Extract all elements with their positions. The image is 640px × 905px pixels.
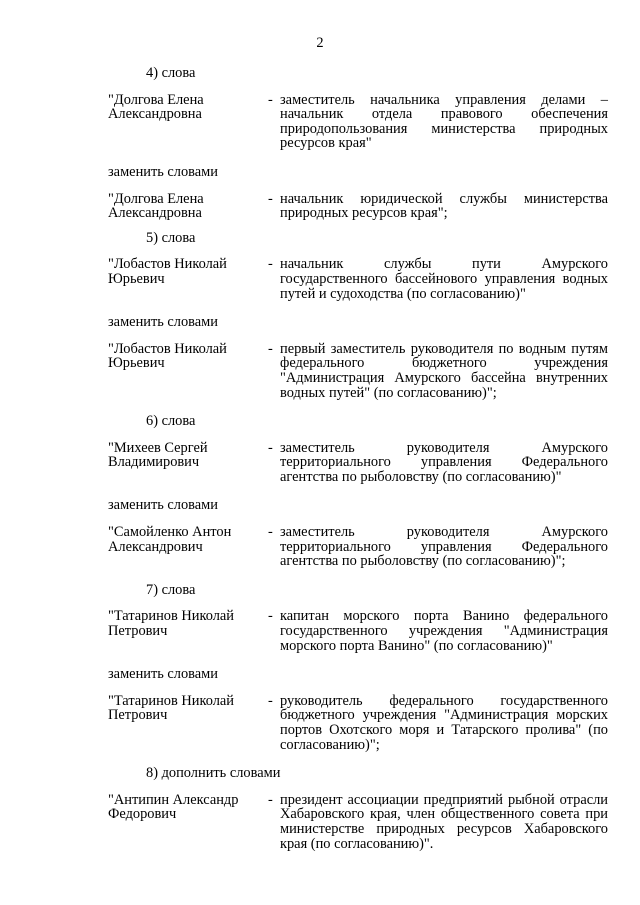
position-text: заместитель руководителя Амурского территориального управления Федерального агентства по рыболовству (по согласованию)" (280, 439, 608, 485)
person-name: "Татаринов Николай Петрович (108, 692, 234, 724)
amendments-list (108, 66, 608, 851)
item-7-old-entry (108, 609, 608, 653)
position-text: первый заместитель руководителя по водным путям федерального бюджетного учреждения "Администрация Амурского бассейна внутренних водных путей" (по согласованию)"; (280, 340, 608, 401)
dash-separator: - (268, 91, 273, 108)
dash-separator: - (268, 692, 273, 709)
item-6-new-entry (108, 525, 608, 569)
dash-separator: - (268, 256, 273, 273)
position-text: начальник службы пути Амурского государственного бассейнового управления водных путей и судоходства (по согласованию)" (280, 256, 608, 302)
position-text: президент ассоциации предприятий рыбной отрасли Хабаровского края, член общественного совета при министерстве природных ресурсов Хабаровского края (по согласованию)". (280, 791, 608, 852)
item-4-replace-label: заменить словами (108, 163, 218, 180)
item-5-heading: 5) слова (146, 229, 196, 246)
person-name: "Татаринов Николай Петрович (108, 608, 234, 640)
item-8-new-entry (108, 793, 608, 851)
position-text: начальник юридической службы министерства природных ресурсов края"; (280, 190, 608, 222)
page-number: 2 (316, 35, 324, 51)
item-5-replace-label: заменить словами (108, 314, 218, 331)
person-name: "Долгова Елена Александровна (108, 190, 204, 222)
dash-separator: - (268, 608, 273, 625)
item-4-old-entry (108, 93, 608, 151)
item-6-heading: 6) слова (146, 413, 196, 430)
item-4-new-entry (108, 192, 608, 221)
dash-separator: - (268, 791, 273, 808)
person-name: "Лобастов Николай Юрьевич (108, 340, 227, 372)
position-text: руководитель федерального государственного бюджетного учреждения "Администрация морских портов Охотского моря и Татарского пролива" (по согласованию)"; (280, 692, 608, 753)
person-name: "Самойленко Антон Александрович (108, 524, 232, 555)
item-7-new-entry (108, 694, 608, 752)
dash-separator: - (268, 190, 273, 207)
person-name: "Лобастов Николай Юрьевич (108, 256, 227, 287)
item-7-heading: 7) слова (146, 581, 196, 598)
person-name: "Долгова Елена Александровна (108, 91, 204, 123)
position-text: заместитель руководителя Амурского территориального управления Федерального агентства по рыболовству (по согласованию)"; (280, 524, 608, 570)
item-5-old-entry (108, 257, 608, 301)
person-name: "Михеев Сергей Владимирович (108, 439, 208, 471)
dash-separator: - (268, 524, 273, 541)
dash-separator: - (268, 340, 273, 357)
item-6-replace-label: заменить словами (108, 497, 218, 514)
dash-separator: - (268, 439, 273, 456)
item-8-heading: 8) дополнить словами (146, 765, 281, 782)
item-7-replace-label: заменить словами (108, 666, 218, 683)
position-text: заместитель начальника управления делами – начальник отдела правового обеспечения природопользования министерства природных ресурсов края" (280, 91, 608, 152)
item-5-new-entry (108, 342, 608, 400)
person-name: "Антипин Александр Федорович (108, 791, 239, 823)
position-text: капитан морского порта Ванино федерального государственного учреждения "Администрация морского порта Ванино" (по согласованию)" (280, 608, 608, 654)
item-4-heading: 4) слова (146, 65, 196, 81)
item-6-old-entry (108, 441, 608, 485)
